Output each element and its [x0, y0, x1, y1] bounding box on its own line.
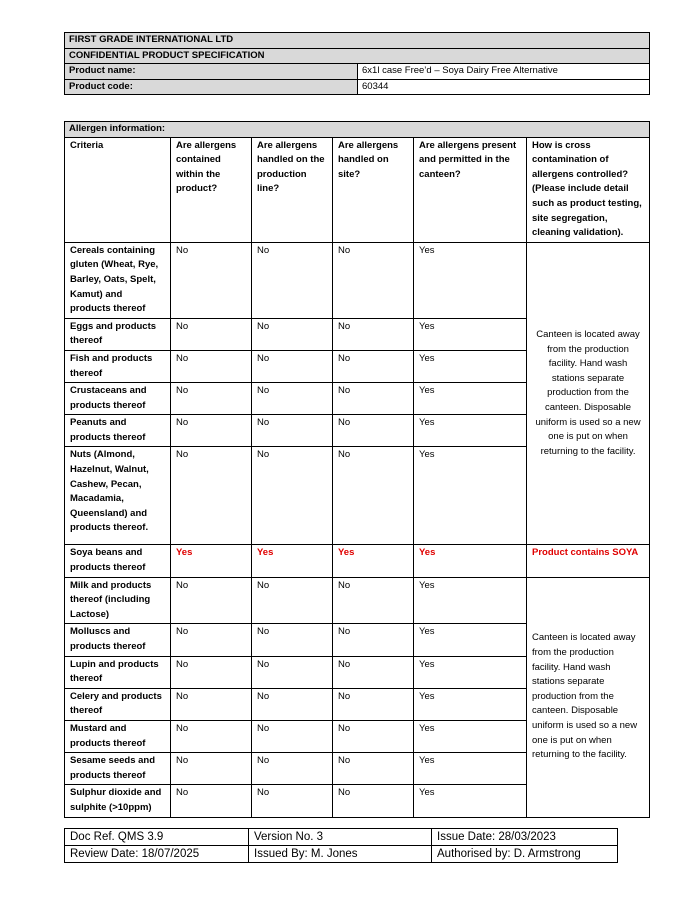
document-title: CONFIDENTIAL PRODUCT SPECIFICATION — [65, 48, 650, 64]
column-header-contained: Are allergens contained within the product? — [171, 137, 252, 242]
criteria-cell: Fish and products thereof — [65, 350, 171, 382]
line-cell: No — [252, 624, 333, 656]
product-code-value: 60344 — [358, 79, 650, 95]
site-cell: No — [333, 753, 414, 785]
line-cell: No — [252, 447, 333, 545]
canteen-cell: Yes — [414, 721, 527, 753]
criteria-cell: Crustaceans and products thereof — [65, 383, 171, 415]
contained-cell: No — [171, 577, 252, 624]
table-row-soya — [65, 545, 650, 577]
canteen-cell: Yes — [414, 415, 527, 447]
column-header-criteria: Criteria — [65, 137, 171, 242]
line-cell: No — [252, 577, 333, 624]
site-cell: No — [333, 447, 414, 545]
contained-cell: No — [171, 688, 252, 720]
site-cell: No — [333, 721, 414, 753]
site-cell: No — [333, 577, 414, 624]
canteen-cell: Yes — [414, 318, 527, 350]
criteria-cell: Lupin and products thereof — [65, 656, 171, 688]
site-cell: No — [333, 656, 414, 688]
contained-cell: No — [171, 656, 252, 688]
control-text-upper: Canteen is located away from the production facility. Hand wash stations separate production from the canteen. Disposable uniform is used so a new one is put on when returning to the facility. — [535, 328, 641, 457]
line-cell: No — [252, 350, 333, 382]
contained-cell: No — [171, 383, 252, 415]
control-text-lower: Canteen is located away from the production facility. Hand wash stations separate production from the canteen. Disposable uniform is used so a new one is put on when returning to the facility. — [532, 632, 638, 761]
product-code-label: Product code: — [65, 79, 358, 95]
canteen-cell: Yes — [414, 753, 527, 785]
table-row — [65, 242, 650, 318]
line-cell: No — [252, 656, 333, 688]
criteria-cell: Mustard and products thereof — [65, 721, 171, 753]
criteria-cell: Eggs and products thereof — [65, 318, 171, 350]
column-header-production-line: Are allergens handled on the production line? — [252, 137, 333, 242]
cross-contamination-control-upper — [527, 242, 650, 545]
product-name-value: 6x1l case Free’d – Soya Dairy Free Alternative — [358, 64, 650, 80]
site-cell: Yes — [333, 545, 414, 577]
table-row — [65, 577, 650, 624]
canteen-cell: Yes — [414, 785, 527, 817]
canteen-cell: Yes — [414, 624, 527, 656]
site-cell: No — [333, 415, 414, 447]
site-cell: No — [333, 350, 414, 382]
issue-date: Issue Date: 28/03/2023 — [432, 829, 618, 846]
canteen-cell: Yes — [414, 383, 527, 415]
criteria-cell: Molluscs and products thereof — [65, 624, 171, 656]
line-cell: No — [252, 688, 333, 720]
contained-cell: Yes — [171, 545, 252, 577]
product-name-label: Product name: — [65, 64, 358, 80]
criteria-cell: Milk and products thereof (including Lactose) — [65, 577, 171, 624]
site-cell: No — [333, 242, 414, 318]
criteria-cell: Cereals containing gluten (Wheat, Rye, Barley, Oats, Spelt, Kamut) and products thereof — [65, 242, 171, 318]
contained-cell: No — [171, 318, 252, 350]
column-header-site: Are allergens handled on site? — [333, 137, 414, 242]
criteria-cell: Sulphur dioxide and sulphite (>10ppm) — [65, 785, 171, 817]
allergen-section-title: Allergen information: — [65, 122, 650, 138]
contained-cell: No — [171, 447, 252, 545]
footer-table — [64, 828, 618, 863]
criteria-cell: Soya beans and products thereof — [65, 545, 171, 577]
issued-by: Issued By: M. Jones — [249, 846, 432, 863]
site-cell: No — [333, 688, 414, 720]
canteen-cell: Yes — [414, 656, 527, 688]
contained-cell: No — [171, 415, 252, 447]
review-date: Review Date: 18/07/2025 — [65, 846, 249, 863]
version-number: Version No. 3 — [249, 829, 432, 846]
contained-cell: No — [171, 242, 252, 318]
line-cell: No — [252, 383, 333, 415]
site-cell: No — [333, 785, 414, 817]
contained-cell: No — [171, 753, 252, 785]
line-cell: No — [252, 415, 333, 447]
criteria-cell: Peanuts and products thereof — [65, 415, 171, 447]
line-cell: Yes — [252, 545, 333, 577]
criteria-cell: Nuts (Almond, Hazelnut, Walnut, Cashew, Pecan, Macadamia, Queensland) and products thereof. — [65, 447, 171, 545]
company-name: FIRST GRADE INTERNATIONAL LTD — [65, 33, 650, 49]
line-cell: No — [252, 318, 333, 350]
line-cell: No — [252, 785, 333, 817]
canteen-cell: Yes — [414, 447, 527, 545]
allergen-table — [64, 121, 650, 818]
column-header-cross-contamination: How is cross contamination of allergens controlled? (Please include detail such as product testing, site segregation, cleaning validation). — [527, 137, 650, 242]
authorised-by: Authorised by: D. Armstrong — [432, 846, 618, 863]
criteria-cell: Celery and products thereof — [65, 688, 171, 720]
cross-contamination-control-lower — [527, 577, 650, 817]
site-cell: No — [333, 624, 414, 656]
site-cell: No — [333, 318, 414, 350]
canteen-cell: Yes — [414, 350, 527, 382]
contained-cell: No — [171, 624, 252, 656]
header-table — [64, 32, 650, 95]
line-cell: No — [252, 721, 333, 753]
line-cell: No — [252, 753, 333, 785]
contained-cell: No — [171, 350, 252, 382]
site-cell: No — [333, 383, 414, 415]
canteen-cell: Yes — [414, 688, 527, 720]
column-header-canteen: Are allergens present and permitted in the canteen? — [414, 137, 527, 242]
criteria-cell: Sesame seeds and products thereof — [65, 753, 171, 785]
canteen-cell: Yes — [414, 242, 527, 318]
canteen-cell: Yes — [414, 577, 527, 624]
soya-control-note: Product contains SOYA — [527, 545, 650, 577]
line-cell: No — [252, 242, 333, 318]
contained-cell: No — [171, 721, 252, 753]
contained-cell: No — [171, 785, 252, 817]
canteen-cell: Yes — [414, 545, 527, 577]
doc-ref: Doc Ref. QMS 3.9 — [65, 829, 249, 846]
